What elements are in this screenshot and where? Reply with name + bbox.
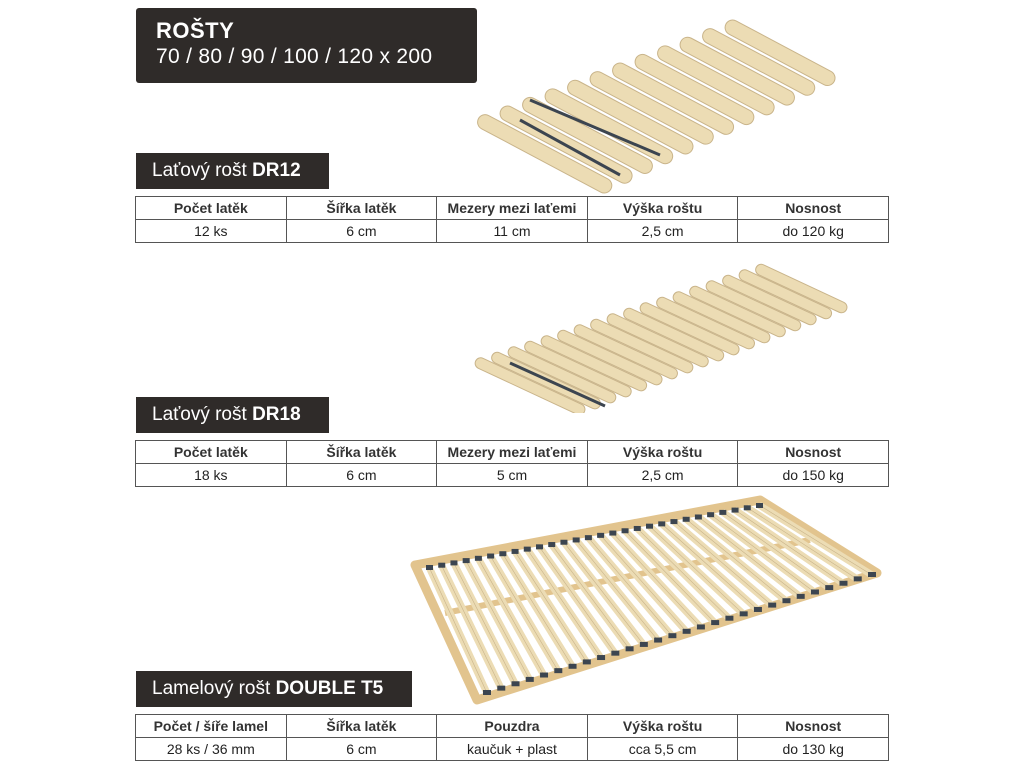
product-label-prefix: Laťový rošt [152, 160, 247, 181]
holder [475, 556, 482, 561]
spec-value-cell: cca 5,5 cm [587, 738, 738, 761]
holder [426, 565, 433, 570]
spec-header-cell: Mezery mezi laťemi [437, 197, 588, 220]
holder [526, 677, 534, 682]
product-image-double-t5 [405, 495, 885, 710]
holder [797, 594, 805, 599]
product-label-double-t5 [136, 671, 412, 707]
holder [622, 528, 629, 533]
holder [754, 607, 762, 612]
holder [497, 686, 505, 691]
product-image-dr12 [470, 0, 890, 195]
holder [438, 563, 445, 568]
title-box [136, 8, 477, 83]
product-label-dr12 [136, 153, 329, 189]
holder [683, 517, 690, 522]
holder [560, 540, 567, 545]
holder [450, 560, 457, 565]
holder [524, 547, 531, 552]
holder [740, 611, 748, 616]
spec-value-cell: do 130 kg [738, 738, 889, 761]
product-image-dr18 [470, 248, 890, 413]
holder [668, 633, 676, 638]
holder [782, 598, 790, 603]
holder [695, 514, 702, 519]
holder [611, 651, 619, 656]
holder [707, 512, 714, 517]
spec-header-cell: Šířka latěk [286, 715, 437, 738]
holder [756, 503, 763, 508]
spec-table-double-t5 [135, 714, 889, 761]
spec-header-cell: Šířka latěk [286, 441, 437, 464]
spec-value-row [136, 464, 889, 487]
holder [670, 519, 677, 524]
spec-table-dr18 [135, 440, 889, 487]
holder [868, 572, 876, 577]
holder [585, 535, 592, 540]
spec-header-cell: Počet / šíře lamel [136, 715, 287, 738]
spec-value-cell: 6 cm [286, 738, 437, 761]
holder [839, 581, 847, 586]
holder [483, 690, 491, 695]
spec-header-cell: Mezery mezi laťemi [437, 441, 588, 464]
spec-header-row [136, 441, 889, 464]
spec-value-cell: 28 ks / 36 mm [136, 738, 287, 761]
spec-value-cell: 12 ks [136, 220, 287, 243]
spec-value-cell: 18 ks [136, 464, 287, 487]
holder [683, 629, 691, 634]
holder [825, 585, 833, 590]
holder [697, 624, 705, 629]
holder [725, 616, 733, 621]
spec-table-dr12 [135, 196, 889, 243]
spec-header-row [136, 197, 889, 220]
holder [548, 542, 555, 547]
holder [732, 508, 739, 513]
holder [626, 646, 634, 651]
holder [512, 549, 519, 554]
holder [811, 589, 819, 594]
spec-header-row [136, 715, 889, 738]
holder [512, 681, 520, 686]
holder [583, 659, 591, 664]
spec-value-cell: 2,5 cm [587, 464, 738, 487]
spec-value-row [136, 220, 889, 243]
holder [640, 642, 648, 647]
holder [554, 668, 562, 673]
spec-value-row [136, 738, 889, 761]
spec-header-cell: Nosnost [738, 197, 889, 220]
holder [658, 521, 665, 526]
product-label-name: DR18 [252, 404, 301, 425]
spec-header-cell: Nosnost [738, 715, 889, 738]
holder [536, 544, 543, 549]
holder [573, 537, 580, 542]
spec-value-cell: 2,5 cm [587, 220, 738, 243]
holder [744, 505, 751, 510]
spec-value-cell: 6 cm [286, 220, 437, 243]
page-sizes: 70 / 80 / 90 / 100 / 120 x 200 [156, 45, 433, 68]
spec-header-cell: Výška roštu [587, 197, 738, 220]
holder [654, 638, 662, 643]
spec-header-cell: Výška roštu [587, 715, 738, 738]
spec-value-cell: do 150 kg [738, 464, 889, 487]
spec-value-cell: 5 cm [437, 464, 588, 487]
holder [609, 531, 616, 536]
product-label-prefix: Laťový rošt [152, 404, 247, 425]
spec-value-cell: 6 cm [286, 464, 437, 487]
spec-header-cell: Pouzdra [437, 715, 588, 738]
holder [768, 603, 776, 608]
holder [499, 551, 506, 556]
product-label-dr18 [136, 397, 329, 433]
spec-header-cell: Počet latěk [136, 197, 287, 220]
holder [854, 576, 862, 581]
holder [569, 664, 577, 669]
product-label-name: DR12 [252, 160, 301, 181]
spec-header-cell: Počet latěk [136, 441, 287, 464]
holder [487, 554, 494, 559]
holder [540, 673, 548, 678]
holder [646, 524, 653, 529]
spec-value-cell: kaučuk + plast [437, 738, 588, 761]
product-label-prefix: Lamelový rošt [152, 678, 271, 699]
spec-value-cell: 11 cm [437, 220, 588, 243]
holder [634, 526, 641, 531]
spec-header-cell: Šířka latěk [286, 197, 437, 220]
page-title: ROŠTY [156, 18, 235, 43]
spec-header-cell: Nosnost [738, 441, 889, 464]
holder [597, 655, 605, 660]
product-label-name: DOUBLE T5 [275, 678, 384, 699]
holder [711, 620, 719, 625]
holder [463, 558, 470, 563]
holder [597, 533, 604, 538]
spec-value-cell: do 120 kg [738, 220, 889, 243]
holder [719, 510, 726, 515]
spec-header-cell: Výška roštu [587, 441, 738, 464]
